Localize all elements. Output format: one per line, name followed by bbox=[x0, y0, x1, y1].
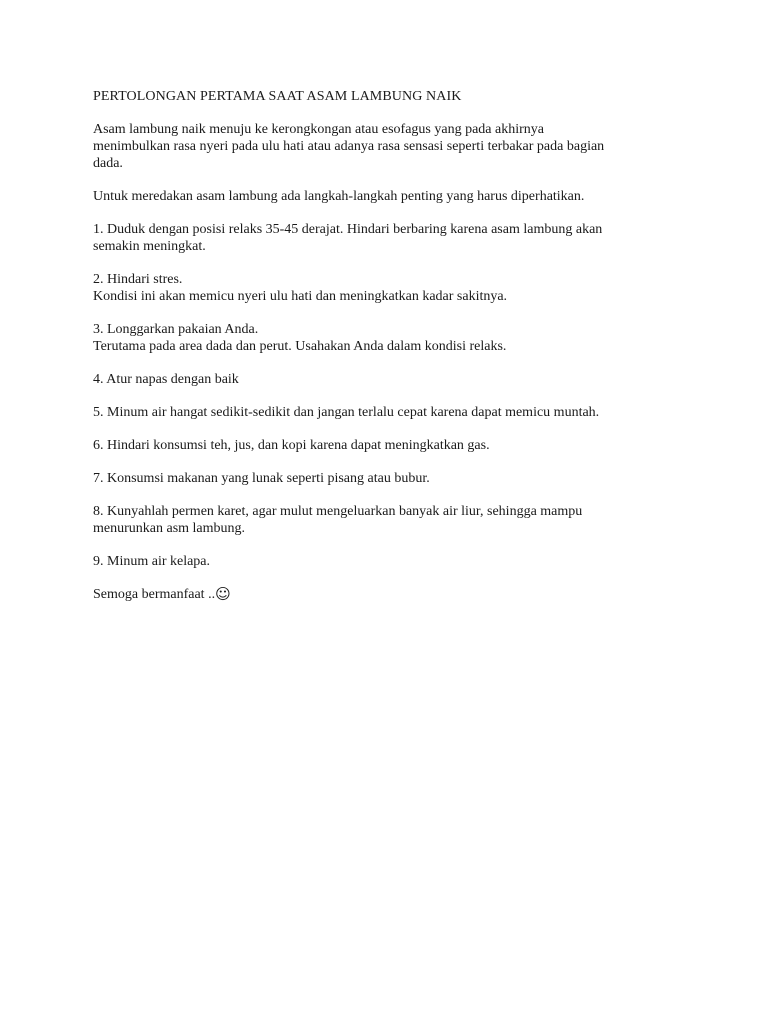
intro-line: Asam lambung naik menuju ke kerongkongan atau esofagus yang pada akhirnya bbox=[93, 122, 544, 137]
step-line: Terutama pada area dada dan perut. Usahakan Anda dalam kondisi relaks. bbox=[93, 339, 507, 354]
step-line: 9. Minum air kelapa. bbox=[93, 554, 211, 569]
intro-paragraph bbox=[93, 121, 673, 172]
step-9 bbox=[93, 553, 673, 570]
step-line: 3. Longgarkan pakaian Anda. bbox=[93, 322, 259, 337]
intro-line: menimbulkan rasa nyeri pada ulu hati atau adanya rasa sensasi seperti terbakar pada bagian bbox=[93, 139, 605, 154]
step-1 bbox=[93, 221, 673, 255]
step-line: menurunkan asm lambung. bbox=[93, 521, 246, 536]
step-4 bbox=[93, 371, 673, 388]
document-title: PERTOLONGAN PERTAMA SAAT ASAM LAMBUNG NAIK bbox=[93, 89, 462, 104]
step-7 bbox=[93, 470, 673, 487]
step-3 bbox=[93, 321, 673, 355]
step-6 bbox=[93, 437, 673, 454]
closing-text: Semoga bermanfaat .. bbox=[93, 587, 216, 602]
step-line: 8. Kunyahlah permen karet, agar mulut mengeluarkan banyak air liur, sehingga mampu bbox=[93, 504, 583, 519]
step-5 bbox=[93, 404, 673, 421]
closing-paragraph bbox=[93, 586, 673, 603]
step-line: semakin meningkat. bbox=[93, 239, 206, 254]
lead-paragraph: Untuk meredakan asam lambung ada langkah-langkah penting yang harus diperhatikan. bbox=[93, 189, 585, 204]
smiley-icon: ☺ bbox=[215, 585, 231, 603]
step-line: Kondisi ini akan memicu nyeri ulu hati dan meningkatkan kadar sakitnya. bbox=[93, 289, 508, 304]
document-body bbox=[93, 88, 673, 619]
step-line: 6. Hindari konsumsi teh, jus, dan kopi karena dapat meningkatkan gas. bbox=[93, 438, 490, 453]
step-line: 2. Hindari stres. bbox=[93, 272, 183, 287]
step-line: 7. Konsumsi makanan yang lunak seperti pisang atau bubur. bbox=[93, 471, 430, 486]
step-line: 1. Duduk dengan posisi relaks 35-45 derajat. Hindari berbaring karena asam lambung akan bbox=[93, 222, 603, 237]
step-8 bbox=[93, 503, 673, 537]
intro-line: dada. bbox=[93, 156, 123, 171]
step-line: 5. Minum air hangat sedikit-sedikit dan jangan terlalu cepat karena dapat memicu muntah. bbox=[93, 405, 600, 420]
step-2 bbox=[93, 271, 673, 305]
step-line: 4. Atur napas dengan baik bbox=[93, 372, 239, 387]
